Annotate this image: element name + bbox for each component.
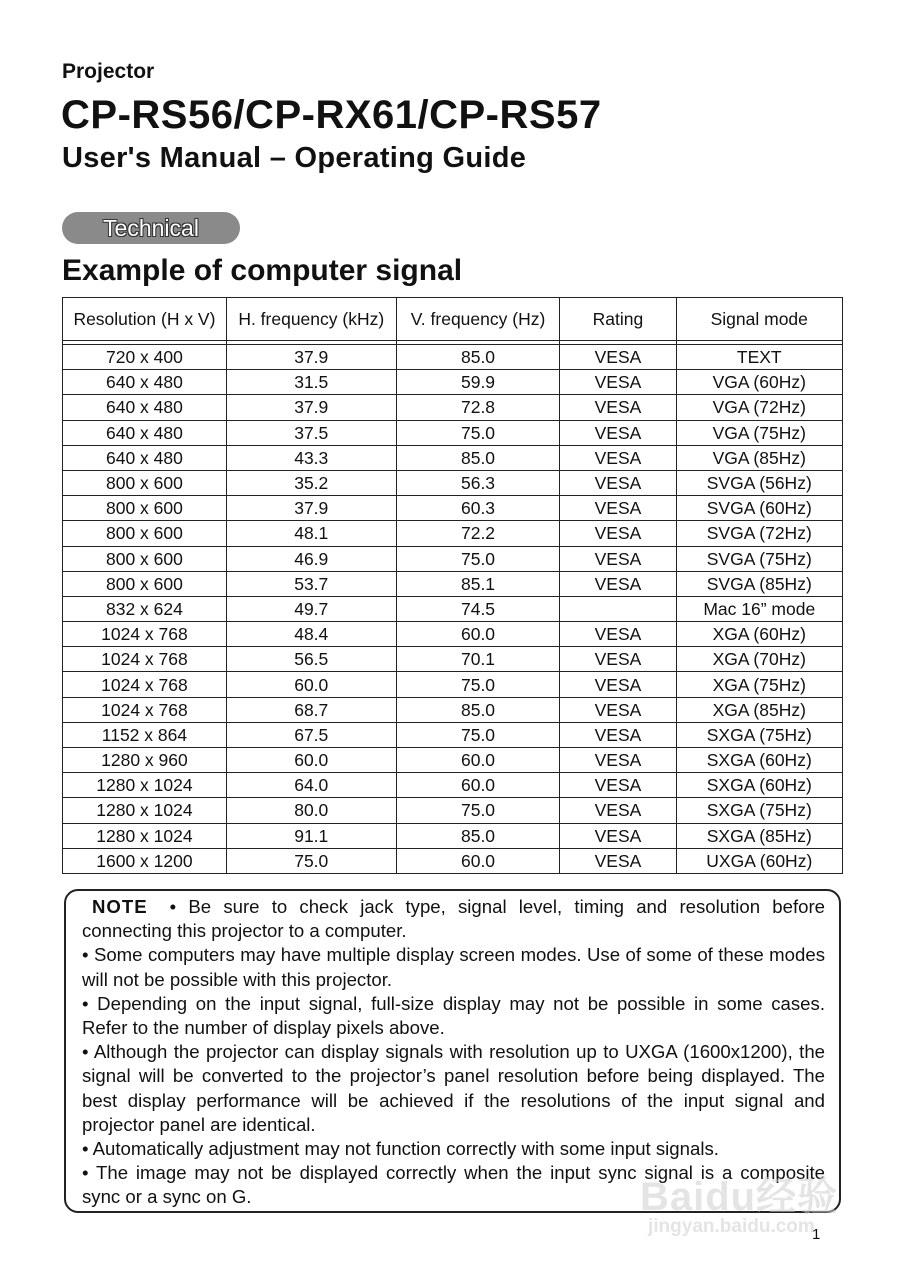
table-header-row — [63, 298, 843, 341]
cell-rating: VESA — [560, 345, 676, 370]
cell-rating: VESA — [560, 748, 676, 773]
cell-rating — [560, 596, 676, 621]
cell-h-frequency: 37.9 — [226, 496, 396, 521]
cell-rating: VESA — [560, 672, 676, 697]
table-row — [63, 848, 843, 873]
watermark-brand: Baidu经验 — [640, 1175, 839, 1219]
cell-v-frequency: 85.0 — [396, 823, 560, 848]
cell-resolution: 640 x 480 — [63, 395, 227, 420]
cell-resolution: 800 x 600 — [63, 546, 227, 571]
cell-resolution: 640 x 480 — [63, 445, 227, 470]
header-v-frequency: V. frequency (Hz) — [396, 298, 560, 341]
table-row — [63, 395, 843, 420]
cell-signal-mode: TEXT — [676, 345, 842, 370]
cell-v-frequency: 75.0 — [396, 798, 560, 823]
cell-rating: VESA — [560, 445, 676, 470]
note-text: • Be sure to check jack type, signal level, timing and resolution before connecting this projector to a computer. — [82, 896, 825, 942]
cell-signal-mode: SVGA (85Hz) — [676, 571, 842, 596]
cell-resolution: 1024 x 768 — [63, 672, 227, 697]
cell-h-frequency: 75.0 — [226, 848, 396, 873]
cell-resolution: 800 x 600 — [63, 496, 227, 521]
cell-v-frequency: 85.0 — [396, 697, 560, 722]
note-item: • Automatically adjustment may not function correctly with some input signals. — [82, 1138, 719, 1160]
cell-v-frequency: 60.0 — [396, 622, 560, 647]
cell-h-frequency: 31.5 — [226, 370, 396, 395]
cell-v-frequency: 74.5 — [396, 596, 560, 621]
table-row — [63, 420, 843, 445]
cell-rating: VESA — [560, 647, 676, 672]
cell-rating: VESA — [560, 697, 676, 722]
cell-resolution: 1280 x 1024 — [63, 823, 227, 848]
table-row — [63, 748, 843, 773]
cell-resolution: 800 x 600 — [63, 470, 227, 495]
cell-signal-mode: SXGA (85Hz) — [676, 823, 842, 848]
signal-table — [62, 297, 843, 874]
table-row — [63, 496, 843, 521]
table-row — [63, 521, 843, 546]
cell-h-frequency: 53.7 — [226, 571, 396, 596]
cell-signal-mode: UXGA (60Hz) — [676, 848, 842, 873]
note-label: NOTE — [92, 896, 148, 917]
cell-v-frequency: 85.1 — [396, 571, 560, 596]
cell-v-frequency: 60.0 — [396, 848, 560, 873]
cell-resolution: 1024 x 768 — [63, 647, 227, 672]
cell-signal-mode: VGA (75Hz) — [676, 420, 842, 445]
cell-h-frequency: 35.2 — [226, 470, 396, 495]
cell-resolution: 640 x 480 — [63, 370, 227, 395]
cell-signal-mode: XGA (75Hz) — [676, 672, 842, 697]
cell-rating: VESA — [560, 823, 676, 848]
cell-h-frequency: 46.9 — [226, 546, 396, 571]
cell-signal-mode: SVGA (56Hz) — [676, 470, 842, 495]
cell-signal-mode: SXGA (75Hz) — [676, 722, 842, 747]
cell-h-frequency: 37.9 — [226, 395, 396, 420]
header-h-frequency: H. frequency (kHz) — [226, 298, 396, 341]
cell-resolution: 1280 x 1024 — [63, 798, 227, 823]
watermark-url: jingyan.baidu.com — [648, 1216, 815, 1237]
cell-signal-mode: XGA (60Hz) — [676, 622, 842, 647]
cell-rating: VESA — [560, 722, 676, 747]
cell-signal-mode: VGA (72Hz) — [676, 395, 842, 420]
cell-resolution: 800 x 600 — [63, 571, 227, 596]
cell-h-frequency: 68.7 — [226, 697, 396, 722]
table-row — [63, 622, 843, 647]
cell-resolution: 800 x 600 — [63, 521, 227, 546]
cell-resolution: 1152 x 864 — [63, 722, 227, 747]
table-row — [63, 798, 843, 823]
cell-signal-mode: SXGA (75Hz) — [676, 798, 842, 823]
table-row — [63, 823, 843, 848]
cell-signal-mode: SVGA (60Hz) — [676, 496, 842, 521]
cell-v-frequency: 75.0 — [396, 420, 560, 445]
table-row — [63, 596, 843, 621]
table-row — [63, 546, 843, 571]
cell-rating: VESA — [560, 571, 676, 596]
cell-rating: VESA — [560, 622, 676, 647]
cell-resolution: 1024 x 768 — [63, 697, 227, 722]
cell-resolution: 1600 x 1200 — [63, 848, 227, 873]
table-row — [63, 697, 843, 722]
cell-signal-mode: SXGA (60Hz) — [676, 748, 842, 773]
cell-signal-mode: VGA (60Hz) — [676, 370, 842, 395]
cell-rating: VESA — [560, 420, 676, 445]
cell-signal-mode: SVGA (72Hz) — [676, 521, 842, 546]
table-row — [63, 722, 843, 747]
table-row — [63, 773, 843, 798]
cell-h-frequency: 37.9 — [226, 345, 396, 370]
note-item: • Some computers may have multiple display screen modes. Use of some of these modes will not be possible with this projector. — [82, 944, 825, 990]
cell-signal-mode: XGA (70Hz) — [676, 647, 842, 672]
cell-h-frequency: 48.4 — [226, 622, 396, 647]
cell-resolution: 1024 x 768 — [63, 622, 227, 647]
cell-h-frequency: 49.7 — [226, 596, 396, 621]
cell-rating: VESA — [560, 546, 676, 571]
cell-v-frequency: 85.0 — [396, 345, 560, 370]
cell-rating: VESA — [560, 848, 676, 873]
cell-resolution: 832 x 624 — [63, 596, 227, 621]
header-signal-mode: Signal mode — [676, 298, 842, 341]
cell-signal-mode: XGA (85Hz) — [676, 697, 842, 722]
cell-h-frequency: 80.0 — [226, 798, 396, 823]
cell-rating: VESA — [560, 470, 676, 495]
note-item: • Depending on the input signal, full-size display may not be possible in some cases. Refer to the number of display pixels above. — [82, 992, 825, 1039]
cell-signal-mode: SXGA (60Hz) — [676, 773, 842, 798]
section-pill: Technical — [62, 212, 240, 244]
cell-v-frequency: 75.0 — [396, 546, 560, 571]
cell-signal-mode: SVGA (75Hz) — [676, 546, 842, 571]
cell-h-frequency: 43.3 — [226, 445, 396, 470]
cell-h-frequency: 56.5 — [226, 647, 396, 672]
cell-rating: VESA — [560, 798, 676, 823]
cell-v-frequency: 59.9 — [396, 370, 560, 395]
table-row — [63, 370, 843, 395]
model-title: CP-RS56/CP-RX61/CP-RS57 — [61, 93, 602, 137]
table-row — [63, 470, 843, 495]
cell-v-frequency: 70.1 — [396, 647, 560, 672]
section-heading: Example of computer signal — [62, 254, 463, 287]
cell-h-frequency: 91.1 — [226, 823, 396, 848]
cell-rating: VESA — [560, 521, 676, 546]
cell-h-frequency: 60.0 — [226, 748, 396, 773]
cell-signal-mode: Mac 16” mode — [676, 596, 842, 621]
cell-v-frequency: 75.0 — [396, 722, 560, 747]
note-item: • The image may not be displayed correctly when the input sync signal is a composite sync or a sync on G. — [82, 1162, 825, 1208]
cell-v-frequency: 60.0 — [396, 773, 560, 798]
table-row — [63, 672, 843, 697]
cell-rating: VESA — [560, 496, 676, 521]
cell-v-frequency: 60.0 — [396, 748, 560, 773]
cell-v-frequency: 85.0 — [396, 445, 560, 470]
cell-h-frequency: 60.0 — [226, 672, 396, 697]
cell-h-frequency: 67.5 — [226, 722, 396, 747]
note-item — [82, 895, 825, 943]
cell-v-frequency: 56.3 — [396, 470, 560, 495]
manual-title: User's Manual – Operating Guide — [62, 142, 527, 174]
cell-h-frequency: 64.0 — [226, 773, 396, 798]
note-item: • Although the projector can display signals with resolution up to UXGA (1600x1200), the signal will be converted to the projector’s panel resolution before being displayed. The best display performance will be achieved if the resolutions of the input signal and projector panel are identical. — [82, 1041, 825, 1135]
cell-h-frequency: 37.5 — [226, 420, 396, 445]
cell-h-frequency: 48.1 — [226, 521, 396, 546]
table-body — [63, 341, 843, 874]
cell-v-frequency: 72.8 — [396, 395, 560, 420]
cell-signal-mode: VGA (85Hz) — [676, 445, 842, 470]
cell-v-frequency: 72.2 — [396, 521, 560, 546]
header-resolution: Resolution (H x V) — [63, 298, 227, 341]
page-number: 1 — [812, 1226, 821, 1243]
cell-resolution: 1280 x 1024 — [63, 773, 227, 798]
cell-resolution: 640 x 480 — [63, 420, 227, 445]
cell-rating: VESA — [560, 370, 676, 395]
table-row — [63, 647, 843, 672]
cell-resolution: 720 x 400 — [63, 345, 227, 370]
cell-rating: VESA — [560, 395, 676, 420]
table-row — [63, 445, 843, 470]
header-rating: Rating — [560, 298, 676, 341]
cell-rating: VESA — [560, 773, 676, 798]
cell-resolution: 1280 x 960 — [63, 748, 227, 773]
table-row — [63, 571, 843, 596]
cell-v-frequency: 75.0 — [396, 672, 560, 697]
cell-v-frequency: 60.3 — [396, 496, 560, 521]
table-row — [63, 345, 843, 370]
page-subtitle: Projector — [62, 60, 155, 83]
